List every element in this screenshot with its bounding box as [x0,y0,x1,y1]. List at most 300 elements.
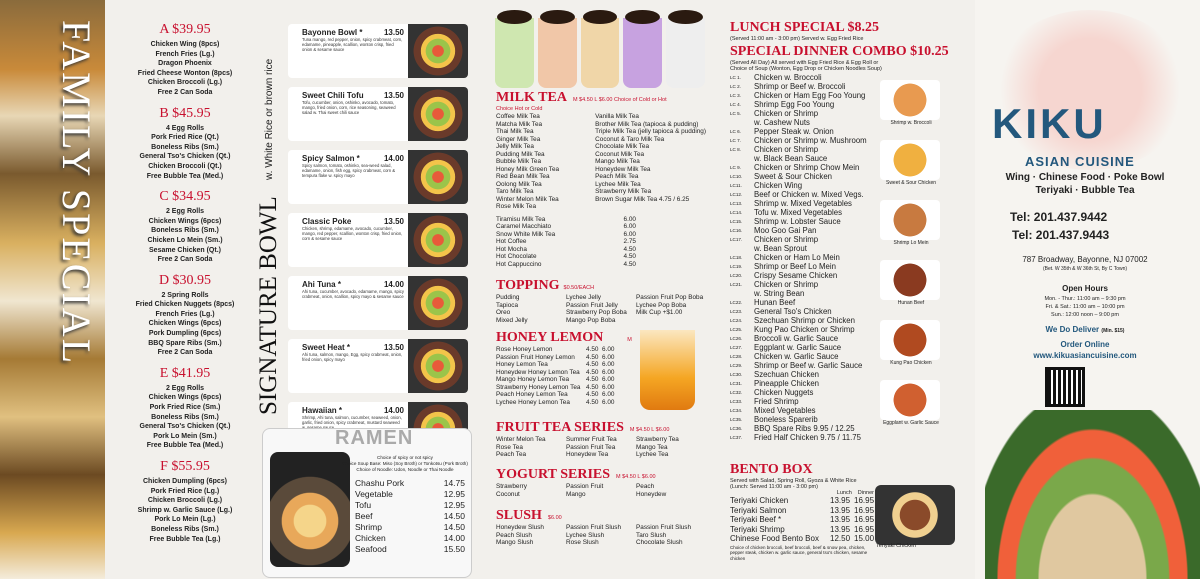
yogurt-grid [496,483,706,498]
bowl-text [288,213,408,267]
bento-lunch: 13.95 [830,524,851,534]
milk-tea-item: Oolong Milk Tea [496,180,542,188]
combo-title: F $55.95 [160,459,210,474]
lunch-name: Broccoli w. Garlic Sauce [754,334,839,343]
combo-item: Boneless Ribs (Sm.) [151,143,219,151]
combo-item: Free Bubble Tea (Lg.) [149,535,221,543]
bowl-card [288,213,468,267]
combo-item: Chicken Wings (6pcs) [148,320,222,328]
fruit-item: Mango Tea [636,443,668,451]
ramen-row [355,478,465,489]
honey-name: Lychee Honey Lemon Tea [496,398,570,406]
lunch-num: LC 6. [730,129,741,134]
honey-m-price: 4.50 [586,353,599,361]
bubble-tea-photos [495,18,705,88]
honey-m-price: 4.50 [586,398,599,406]
bowl-name: Spicy Salmon * [302,154,360,163]
bento-dinner: 16.95 [854,505,875,515]
fruit-tea-section [496,420,706,459]
milk-tea-item: Rose Milk Tea [496,203,537,210]
slush-item: Taro Slush [636,531,667,539]
milk-tea-item: Taro Milk Tea [496,188,534,195]
combo-item: Pork Fried Rice (Lg.) [150,487,220,495]
lunch-name: Eggplant w. Garlic Sauce [754,343,842,352]
milk-tea-item: Matcha Milk Tea [496,120,543,128]
bowl-text [288,150,408,204]
combo-item: Chicken Broccoli (Lg.) [147,497,223,505]
lunch-name: Chicken Nuggets [754,388,814,397]
side-photo [880,80,940,120]
bowl-desc: Tuna mango, red pepper, onion, spicy crabmeat, corn, edamame, pineapple, scallion, wonton crisp, fried onion & sesame sauce [302,37,403,53]
milk-tea-item: Brother Milk Tea (tapioca & pudding) [595,120,699,128]
milk-tea-item: Honeydew Milk Tea [595,165,651,173]
combo-item: Free 2 Can Soda [157,88,213,96]
side-caption: Hunan Beef [897,300,925,306]
side-photo-block [880,320,942,366]
bento-lunch: 13.95 [830,496,851,505]
qr-code-icon[interactable] [1045,367,1085,407]
lunch-name: Pineapple Chicken [754,379,820,388]
bowl-price: 13.50 [383,91,404,100]
deliver-text: We Do Deliver [1045,325,1100,334]
combo-title: B $45.95 [159,105,211,121]
bento-dinner: 15.00 [854,534,875,543]
single-price: 4.50 [623,253,636,260]
yogurt-section [496,467,706,498]
fruit-item: Rose Tea [496,443,523,451]
single-price: 4.50 [623,245,636,253]
lunch-name: Chicken or Ham Lo Mein [754,253,840,262]
side-caption: Shrimp Lo Mein [893,240,929,246]
bowl-name: Hawaiian * [302,406,343,415]
lunch-num: LC 1. [730,75,741,80]
topping-price: $0.50/EACH [563,285,595,291]
yogurt-item: Passion Fruit [566,483,604,490]
bowl-price: 13.50 [383,217,404,226]
lunch-num: LC21. [730,282,743,287]
lunch-num: LC36. [730,426,743,431]
bowl-name-row [302,406,404,415]
yogurt-price: M $4.50 L $6.00 [616,474,656,480]
ramen-row [355,500,465,511]
milk-tea-section [496,90,706,268]
lunch-num: LC12. [730,192,743,197]
milk-tea-item: Honey Milk Green Tea [496,165,560,173]
topping-item: Mango Pop Boba [566,316,616,324]
slush-item: Passion Fruit Slush [636,524,692,531]
bowl-photo [408,213,468,267]
lunch-num: LC 8. [730,147,741,152]
bento-sub-2: (Lunch: Served 11:00 am - 3:00 pm) [730,484,818,490]
bento-lunch: 12.50 [830,534,851,543]
topping-item: Milk Cup +$1.00 [636,309,683,316]
lunch-name: General Tso's Chicken [754,307,832,316]
lunch-name: Kung Pao Chicken or Shrimp [754,325,855,334]
bowl-text [288,276,408,330]
milk-tea-single [496,261,636,269]
ramen-price: 12.95 [443,489,465,499]
topping-item: Lychee Jelly [566,294,601,301]
combo-item: 2 Egg Rolls [165,384,205,392]
fruit-tea-price: M $4.50 L $6.00 [629,427,670,433]
combo-item: Fried Chicken Nuggets (8pcs) [135,301,235,309]
signature-title: SIGNATURE BOWL [255,196,282,415]
cup-milk [581,18,620,88]
topping-item: Passion Fruit Pop Boba [636,294,704,301]
lunch-name: Fried Shrimp [754,397,799,406]
bento-lunch-hdr: Lunch [836,490,852,496]
milk-tea-left [496,113,595,211]
topping-item: Passion Fruit Jelly [566,301,618,309]
honey-lemon-photo [640,330,695,410]
ramen-name: Seafood [355,544,387,554]
ramen-opt-3: Choice of Noodle: Udon, Noodle or Thai Noodle [356,467,454,472]
lunch-num: LC19. [730,264,743,269]
lunch-num [730,154,754,163]
lunch-num: LC29. [730,363,743,368]
bowl-list [288,24,468,465]
single-name: Hot Cappuccino [496,260,542,268]
cup-thai [538,18,577,88]
ramen-row [355,489,465,500]
combo-item: Chicken Broccoli (Qt.) [148,162,222,170]
lunch-num: LC32. [730,390,743,395]
lunch-num: LC17. [730,237,743,242]
ramen-price: 14.00 [443,533,465,543]
bowl-desc: Shrimp, Ahi tuna, salmon, cucumber, seaweed, onion, garlic, fried onion, spicy crabmeat, mustard seaweed [302,415,402,426]
ramen-photo [270,452,350,567]
combo-item: French Fries (Lg.) [155,50,215,58]
bowl-name-row [302,280,404,289]
phone-2[interactable]: Tel: 201.437.9443 [1012,228,1110,242]
milk-tea-item: Chocolate Milk Tea [595,143,650,150]
milk-tea-item: Peach Milk Tea [595,173,639,180]
bento-dinner: 16.95 [854,524,875,534]
single-name: Snow White Milk Tea [496,230,556,238]
side-caption: Shrimp w. Broccoli [890,120,932,126]
lunch-name: Mixed Vegetables [754,406,816,415]
lunch-num: LC23. [730,309,743,314]
single-price: 2.75 [623,238,636,245]
lunch-num: LC26. [730,336,743,341]
combo-item: Chicken Lo Mein (Sm.) [147,236,223,244]
ramen-row [355,533,465,544]
lunch-name: BBQ Spare Ribs 9.95 / 12.25 [754,424,855,433]
bowl-name-row [302,154,404,163]
side-caption: Eggplant w. Garlic Sauce [883,420,939,426]
ramen-price: 15.50 [443,544,465,554]
milk-tea-price: M $4.50 L $6.00 Choice of Cold or Hot [572,97,667,103]
side-photo-block [880,380,942,426]
milk-tea-item: Lychee Milk Tea [595,180,641,188]
bowl-card [288,87,468,141]
honey-name: Strawberry Honey Lemon Tea [496,383,581,391]
lunch-name: Beef or Chicken w. Mixed Vegs. [754,190,864,199]
milk-tea-item: Ginger Milk Tea [496,135,541,143]
combo-item: Pork Lo Mein (Lg.) [154,516,216,524]
lunch-num: LC35. [730,417,743,422]
honey-l-price: 6.00 [602,346,615,353]
lunch-num: LC10. [730,174,743,179]
side-photo [880,380,940,420]
lunch-name: w. Black Bean Sauce [754,154,828,163]
topping-item [636,317,706,325]
honey-row [496,384,616,392]
bento-sub-1: Served with Salad, Spring Roll, Gyoza & White Rice [730,478,857,484]
brand-tags-1: Wing · Chinese Food · Poke Bowl [1005,172,1165,183]
single-name: Tiramisu Milk Tea [496,215,546,223]
combo-item: Chicken Dumpling (6pcs) [142,478,227,485]
bowl-name-row [302,217,404,226]
lunch-num: LC22. [730,300,743,305]
combo-0 [105,22,265,98]
slush-item: Honeydew Slush [496,524,544,531]
bowl-text [288,339,408,393]
lunch-name: Moo Goo Gai Pan [754,226,817,235]
topping-item: Tapioca [496,301,519,309]
side-caption: Sweet & Sour Chicken [885,180,937,186]
honey-row [496,376,616,384]
honey-m-price: 4.50 [586,346,599,353]
honey-name: Honey Lemon Tea [496,361,548,368]
poke-bowl-photo [985,410,1200,579]
fruit-tea-grid [496,436,706,459]
honey-row [496,391,616,399]
honey-l-price: 6.00 [602,391,615,398]
ramen-name: Shrimp [355,522,382,532]
bowl-photo [408,87,468,141]
bowl-price: 14.00 [383,406,404,415]
lunch-num: LC 3. [730,93,741,98]
milk-tea-item: Winter Melon Milk Tea [496,195,559,203]
honey-name: Honeydew Honey Lemon Tea [496,368,580,376]
milk-tea-singles [496,216,636,269]
ramen-list [355,478,465,555]
lunch-name: Boneless Sparerib [754,415,818,424]
slush-item: Mango Slush [496,539,534,546]
fruit-item: Strawberry Tea [636,436,679,443]
lunch-num: LC30. [730,372,743,377]
bowl-name: Ahi Tuna * [302,280,341,289]
combo-item: Sesame Chicken (Qt.) [149,246,221,254]
combo-item: 4 Egg Rolls [165,124,205,132]
lunch-num: LC16. [730,228,743,233]
combo-title: E $41.95 [159,365,211,381]
dinner-title: SPECIAL DINNER COMBO $10.25 [730,44,949,59]
yogurt-item: Coconut [496,490,520,498]
slush-title: SLUSH [496,508,542,523]
bento-note: Choice of chicken broccoli, beef broccoli, beef & snow pea, chicken, pepper steak, chicken w. garlic sauce, general tso's chicken, sesame chicken [730,544,868,561]
lunch-num: LC25. [730,327,743,332]
lunch-num: LC 4. [730,102,741,107]
bowl-price: 14.00 [383,280,404,289]
combo-item: Boneless Ribs (Sm.) [151,413,219,421]
side-photos [880,80,942,440]
lunch-num: LC28. [730,354,743,359]
milk-tea-item: Coffee Milk Tea [496,113,540,120]
website-link[interactable]: www.kikuasiancuisine.com [1033,351,1137,360]
milk-tea-item: Mango Milk Tea [595,158,640,165]
milk-tea-sub: Choice Hot or Cold [496,106,543,112]
slush-item: Rose Slush [566,539,599,546]
cup-taro [623,18,662,88]
lunch-name: Tofu w. Mixed Vegetables [754,208,842,217]
ramen-row [355,522,465,533]
milk-tea-item: Brown Sugar Milk Tea 4.75 / 6.25 [595,195,690,203]
combo-title: C $34.95 [159,189,211,205]
ramen-title: RAMEN [335,427,414,449]
bowl-photo [408,24,468,78]
honey-m-price: 4.50 [586,361,599,368]
hours-2: Fri. & Sat.: 11:00 am – 10:00 pm [1045,304,1125,310]
lunch-name: w. Bean Sprout [754,244,807,253]
bowl-card [288,339,468,393]
combo-item: Shrimp w. Garlic Sauce (Lg.) [137,506,233,514]
milk-tea-title: MILK TEA [496,90,567,105]
milk-tea-item: Pudding Milk Tea [496,150,545,158]
topping-item: Mixed Jelly [496,316,528,324]
milk-tea-single [496,223,636,231]
single-name: Hot Coffee [496,238,527,245]
fruit-item: Honeydew Tea [566,451,609,458]
topping-item: Oreo [496,309,511,316]
lunch-name: Chicken or Shrimp [754,280,819,289]
ramen-row [355,544,465,555]
ramen-price: 14.50 [443,511,465,521]
bento-name: Teriyaki Chicken [730,496,789,505]
lunch-name: Shrimp w. Lobster Sauce [754,217,841,226]
single-price: 6.00 [623,230,636,238]
lunch-num: LC14. [730,210,743,215]
lunch-name: Szechuan Chicken [754,370,820,379]
lunch-name: Fried Half Chicken 9.75 / 11.75 [754,433,861,442]
honey-name: Passion Fruit Honey Lemon [496,353,575,361]
lunch-name: Chicken or Shrimp [754,109,819,118]
ramen-name: Vegetable [355,489,393,499]
yogurt-title: YOGURT SERIES [496,467,611,482]
bowl-card [288,276,468,330]
bowl-name-row [302,91,404,100]
signature-subtitle: w. White Rice or brown rice [264,58,275,180]
combo-3 [105,273,265,358]
combo-item: BBQ Spare Ribs (Sm.) [148,339,222,347]
combo-item: Pork Fried Rice (Sm.) [149,404,221,412]
deliver [985,325,1185,334]
hours-title: Open Hours [1062,284,1108,293]
combo-list [105,22,265,552]
fruit-tea-title: FRUIT TEA SERIES [496,420,624,435]
bento-name: Chinese Food Bento Box [730,534,819,543]
milk-tea-item: Triple Milk Tea (jelly tapioca & pudding) [595,128,706,135]
milk-tea-item: Thai Milk Tea [496,128,534,135]
bowl-desc: Tofu, cucumber, onion, oshinko, avocado, tomato, mango, fried onion, corn, rice seasoning, seaweed salad w. Thai sweet chili sauce [302,100,396,116]
side-photo-block [880,260,942,306]
bento-name: Teriyaki Beef * [730,515,782,524]
order-online[interactable]: Order Online [1060,340,1110,349]
honey-row [496,346,616,354]
lunch-name: Chicken Wing [754,181,803,190]
fruit-item: Winter Melon Tea [496,436,546,443]
bowl-name: Sweet Heat * [302,343,351,352]
milk-tea-item: Bubble Milk Tea [496,158,541,165]
combo-item: Chicken Broccoli (Lg.) [147,79,223,87]
brand-tags-2: Teriyaki · Bubble Tea [1035,185,1135,196]
ramen-price: 14.75 [443,478,465,488]
honey-row [496,399,616,407]
bento-title: BENTO BOX [730,462,813,477]
combo-item: Pork Dumpling (6pcs) [148,330,222,338]
honey-name: Mango Honey Lemon Tea [496,376,570,383]
lunch-name: Chicken or Shrimp Chow Mein [754,163,860,172]
phone-1[interactable]: Tel: 201.437.9442 [1010,210,1108,224]
combo-item: 2 Egg Rolls [165,208,205,216]
bowl-card [288,24,468,78]
bento-row [730,496,880,506]
lunch-name: Sweet & Sour Chicken [754,172,833,181]
honey-m-price: 4.50 [586,376,599,383]
ramen-row [355,511,465,522]
cup-matcha [495,18,534,88]
honey-row [496,361,616,369]
yogurt-item: Strawberry [496,483,527,490]
milk-tea-item: Coconut Milk Tea [595,150,645,158]
lunch-name: Chicken or Shrimp [754,145,819,154]
combo-4 [105,366,265,451]
bowl-desc: Ahi tuna, salmon, mango, Egg, spicy crabmeat, onion, fried onion, spicy mayo [302,352,403,363]
combo-title: D $30.95 [158,272,212,288]
combo-item: Chicken Wings (6pcs) [148,394,222,402]
honey-list [496,346,616,406]
family-special-title: FAMILY SPECIAL [54,20,99,366]
single-price: 4.50 [623,260,636,268]
lunch-name: Chicken or Shrimp [754,235,819,244]
bowl-name-row [302,28,404,37]
honey-l-price: 6.00 [602,353,615,361]
lunch-name: Hunan Beef [754,298,796,307]
single-price: 6.00 [623,215,636,223]
combo-item: Pork Lo Mein (Sm.) [153,432,217,440]
address: 787 Broadway, Bayonne, NJ 07002 [1022,255,1148,264]
bowl-desc: Ahi tuna, cucumber, avocado, edamame, mango, spicy crabmeat, onion, scallion, spicy mayo & sesame sauce [302,289,404,300]
honey-l-price: 6.00 [602,398,615,406]
lunch-num: LC24. [730,318,743,323]
ramen-opt-2: Choice Soup Base: Miso (Soy Broth) or Tonkotsu (Pork Broth) [342,461,468,466]
ramen-name: Tofu [355,500,372,510]
bento-dinner-hdr: Dinner [857,490,874,496]
combo-item: Fried Cheese Wonton (8pcs) [137,69,233,77]
topping-section [496,278,706,324]
lunch-name: Chicken w. Broccoli [754,73,822,82]
lunch-name: Shrimp or Beef w. Broccoli [754,82,846,91]
combo-item: Dragon Phoenix [158,60,212,68]
lunch-name: Shrimp w. Mixed Vegetables [754,199,852,208]
combo-item: Chicken Wing (8pcs) [150,41,220,48]
lunch-sub: (Served 11:00 am - 3:00 pm) Served w. Egg Fried Rice [730,36,864,42]
lunch-num: LC 7. [730,138,741,143]
ramen-options [340,455,470,473]
slush-item: Passion Fruit Slush [566,524,622,531]
fruit-item: Lychee Tea [636,451,669,458]
honey-m: M [627,337,632,343]
milk-tea-item: Strawberry Milk Tea [595,188,652,195]
bowl-desc: Chicken, shrimp, edamame, avocado, cucumber, mango, red pepper, scallion, wonton crisp, fried onion, corn & sesame sauce [302,226,403,242]
honey-name: Rose Honey Lemon [496,346,553,353]
bowl-price: 13.50 [383,343,404,352]
lunch-num: LC20. [730,273,743,278]
single-name: Hot Mocha [496,245,527,253]
lunch-num: LC 9. [730,165,741,170]
bento-name: Teriyaki Shrimp [730,524,785,534]
